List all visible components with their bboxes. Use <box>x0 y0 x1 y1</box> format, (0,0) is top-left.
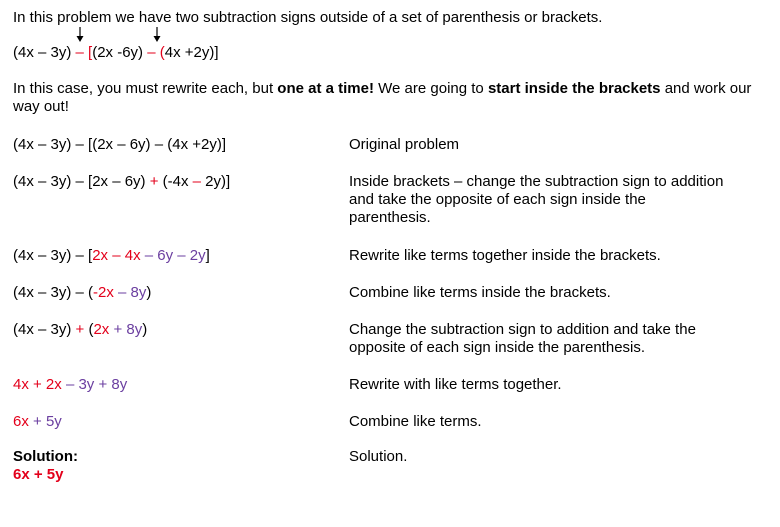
solution-label: Solution: <box>13 448 78 465</box>
expression-segment: (4x – 3y) – [ <box>13 247 93 264</box>
instruction-text: In this case, you must rewrite each, but <box>13 80 278 97</box>
step-description: Original problem <box>349 136 460 153</box>
intro-text: In this problem we have two subtraction signs outside of a set of parenthesis or brackets. <box>13 9 603 26</box>
expression-segment: ] <box>205 247 210 264</box>
step-expression <box>13 173 230 191</box>
expression-segment: (4x – 3y) – ( <box>13 284 94 301</box>
expression-segment: 2x <box>93 321 110 338</box>
step-expression <box>13 247 210 265</box>
expression-segment: 4x + 2x <box>13 376 62 393</box>
expression-segment: ) <box>142 321 148 338</box>
expression-segment: (-4x <box>158 173 193 190</box>
step-description: Combine like terms inside the brackets. <box>349 284 611 301</box>
instruction-emphasis: start inside the brackets <box>487 80 661 97</box>
step-description: Rewrite like terms together inside the brackets. <box>349 247 661 264</box>
solution-value: 6x + 5y <box>13 466 64 483</box>
expression-segment: – 6y – 2y <box>140 247 206 264</box>
instruction-emphasis: one at a time! <box>277 80 374 97</box>
problem-part: (4x – 3y) <box>13 44 76 61</box>
step-description: Inside brackets – change the subtraction sign to addition and take the opposite of each sign inside the parenthesis. <box>349 173 724 226</box>
step-expression <box>13 136 226 154</box>
step-expression <box>13 413 62 431</box>
step-description: Rewrite with like terms together. <box>349 376 562 393</box>
expression-segment: – 8y <box>113 284 147 301</box>
expression-segment: 6x <box>13 413 29 430</box>
expression-segment: ( <box>84 321 94 338</box>
expression-segment: (4x – 3y) <box>13 321 76 338</box>
instruction-text: We are going to <box>373 80 488 97</box>
second-subtraction-sign: – <box>147 44 156 61</box>
expression-segment: + 8y <box>109 321 143 338</box>
expression-segment: + <box>75 321 85 338</box>
step-expression <box>13 321 147 339</box>
expression-segment: ) <box>146 284 152 301</box>
step-description: Combine like terms. <box>349 413 482 430</box>
expression-segment: + <box>149 173 159 190</box>
expression-segment: – <box>192 173 202 190</box>
expression-segment: (4x – 3y) – [(2x – 6y) – (4x +2y)] <box>13 136 226 153</box>
down-arrow-icon <box>152 27 162 43</box>
step-expression <box>13 284 151 302</box>
instruction-paragraph <box>13 80 778 116</box>
down-arrow-icon <box>75 27 85 43</box>
first-subtraction-sign: – <box>75 44 84 61</box>
step-expression <box>13 376 127 394</box>
instruction-text: and work our way out! <box>13 80 752 115</box>
expression-segment: (4x – 3y) – [2x – 6y) <box>13 173 150 190</box>
expression-segment: 2x – 4x <box>92 247 141 264</box>
expression-segment: + 5y <box>28 413 62 430</box>
problem-part: 4x +2y)] <box>164 44 219 61</box>
bracket-open: [ <box>88 44 93 61</box>
expression-segment: -2x <box>93 284 114 301</box>
expression-segment: 2y)] <box>201 173 231 190</box>
solution-description: Solution. <box>349 448 408 465</box>
problem-expression <box>13 44 219 62</box>
problem-part: (2x -6y) <box>92 44 148 61</box>
expression-segment: – 3y + 8y <box>61 376 128 393</box>
step-description: Change the subtraction sign to addition and take the opposite of each sign inside the parenthesis. <box>349 321 696 356</box>
paren-open: ( <box>159 44 165 61</box>
